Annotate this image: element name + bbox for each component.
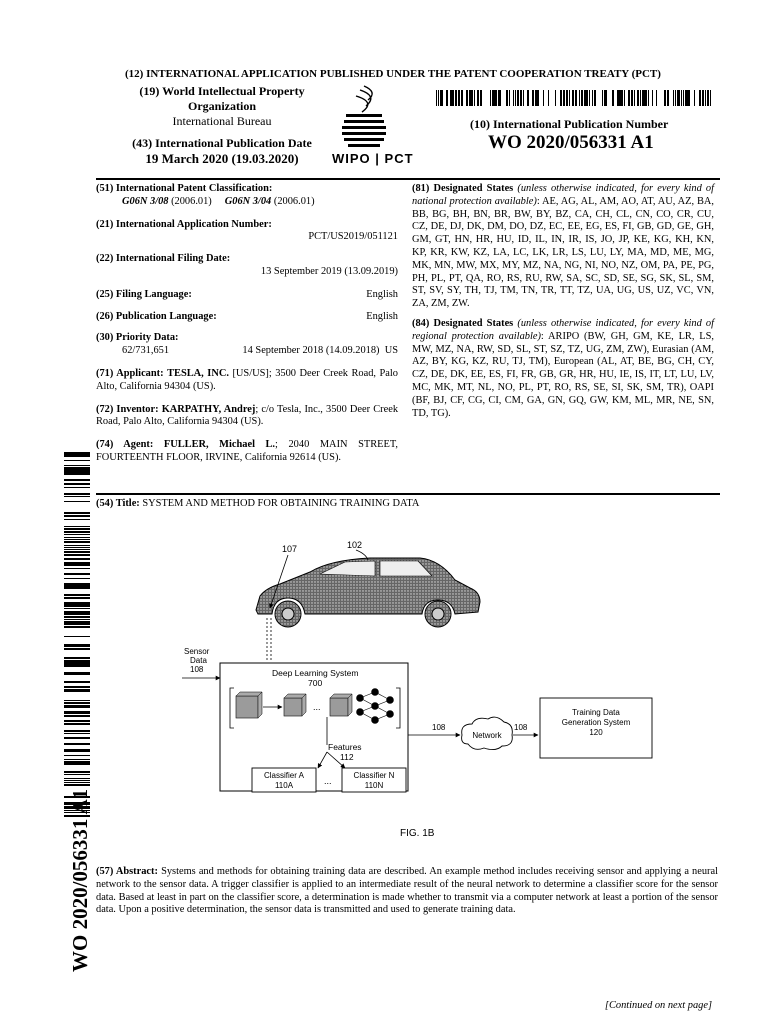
barcode-bar [436,90,437,106]
barcode-bar [496,90,497,106]
field-72 [96,404,398,430]
barcode-bar [64,549,90,550]
layer-ellipsis: ... [313,702,321,712]
barcode-bar [64,711,90,713]
barcode-bar [64,661,90,663]
barcode-bar [619,90,621,106]
barcode-bar [64,519,90,520]
field-25-value: English [366,288,398,300]
top-barcode [436,90,718,106]
barcode-bar [520,90,522,106]
barcode-bar [64,583,90,585]
barcode-bar [64,467,90,468]
field-71 [96,368,398,394]
top-barcode-graphic [436,90,718,106]
barcode-bar [438,90,439,106]
barcode-bar [64,613,90,615]
barcode-bar [617,90,618,106]
barcode-bar [64,587,90,589]
barcode-bar [681,90,682,106]
barcode-bar [64,619,90,620]
dls-label: Deep Learning System [272,668,359,678]
barcode-bar [64,479,90,481]
barcode-bar [64,468,90,470]
ref-102: 102 [347,540,363,550]
field-30-value [96,345,398,358]
barcode-bar [509,90,510,106]
barcode-bar [64,759,90,760]
barcode-bar [566,90,568,106]
barcode-bar [471,90,473,106]
continued-note: [Continued on next page] [604,1000,712,1011]
tdg-number: 120 [589,728,603,737]
barcode-bar [606,90,607,106]
sensor-label-1: Sensor [184,647,210,656]
barcode-bar [64,537,90,538]
barcode-bar [702,90,704,106]
barcode-bar [64,605,90,607]
barcode-bar [64,771,90,773]
field-81-value: : AE, AG, AL, AM, AO, AT, AU, AZ, BA, BB, BG, BH, BN, BR, BW, BY, BZ, CA, CH, CL, CN, CO, CR, CU, CZ, DE, DJ, DK, DM, DO, DZ, EC, EE, EG, ES, FI, GB, GD, GE, GH, GM, GT, HN, HR, HU, ID, IL, IN, IR, IS, JO, JP, KE, KG, KH, KN, KP, KR, KW, KZ, LA, LC, LK, LR, LS, LU, LY, MA, MD, ME, MG, MK, MN, MW, MX, MY, MZ, NA, NG, NI, NO, NZ, OM, PA, PE, PG, PH, PL, PT, QA, RO, RS, RU, RW, SA, SC, SD, SE, SG, SK, SL, SM, ST, SV, SY, TH, TJ, TM, TN, TR, TT, TZ, UA, UG, US, UZ, VC, VN, ZA, ZM, ZW. [412,195,714,310]
barcode-bar [634,90,635,106]
barcode-bar [536,90,537,106]
barcode-bar [64,702,90,704]
ref-107: 107 [282,544,298,554]
barcode-bar [517,90,518,106]
field-71-label: (71) Applicant: [96,367,164,379]
features-arrow-a [318,752,327,768]
barcode-bar [572,90,574,106]
barcode-bar [64,660,90,661]
field-21-label: (21) International Application Number: [96,218,272,230]
title-label: (54) Title: [96,498,140,509]
barcode-bar [64,493,90,495]
barcode-bar [495,90,496,106]
field-26 [96,311,398,324]
barcode-bar [523,90,524,106]
field-81-label: (81) Designated States [412,183,514,194]
classifier-n-label: Classifier N [353,771,395,780]
barcode-bar [64,465,90,466]
barcode-bar [705,90,706,106]
side-barcode [64,452,90,817]
barcode-bar [64,761,90,763]
barcode-bar [604,90,606,106]
pub-number: WO 2020/056331 A1 [488,132,654,153]
network-label: Network [472,731,502,740]
barcode-bar [446,90,448,106]
barcode-bar [575,90,577,106]
barcode-bar [582,90,583,106]
barcode-bar [64,470,90,472]
barcode-bar [64,782,90,783]
barcode-bar [64,578,90,579]
tdg-label-2: Generation System [561,718,631,727]
barcode-bar [560,90,562,106]
right-bracket [396,688,400,728]
side-barcode-graphic [64,452,90,817]
barcode-bar [64,541,90,543]
org-block [112,84,332,129]
barcode-bar [64,456,90,457]
barcode-bar [612,90,614,106]
barcode-bar [64,528,90,530]
barcode-bar [64,682,90,683]
barcode-bar [686,90,687,106]
barcode-bar [64,691,90,692]
barcode-bar [64,616,90,618]
barcode-bar [677,90,679,106]
barcode-bar [685,90,686,106]
barcode-bar [64,487,90,488]
field-84-note: (unless otherwise indicated, for every kind of regional protection available) [412,317,714,342]
barcode-bar [440,90,441,106]
barcode-bar [474,90,475,106]
barcode-bar [645,90,647,106]
barcode-bar [532,90,533,106]
barcode-bar [64,713,90,714]
barcode-bar [64,774,90,775]
abstract [96,866,718,917]
barcode-bar [535,90,536,106]
barcode-bar [64,611,90,613]
field-74 [96,439,398,465]
barcode-bar [710,90,711,106]
barcode-bar [455,90,457,106]
field-84-label: (84) Designated States [412,317,514,329]
barcode-bar [533,90,534,106]
barcode-bar [581,90,582,106]
agent-name: FULLER, Michael L. [163,439,276,451]
barcode-bar [64,558,90,560]
pub-number-label: (10) International Publication Number [470,117,669,131]
barcode-bar [64,551,90,553]
field-81 [412,183,714,311]
barcode-bar [64,585,90,587]
barcode-bar [441,90,443,106]
barcode-bar [584,90,586,106]
barcode-bar [628,90,630,106]
figure-1b [170,530,670,845]
barcode-bar [64,531,90,533]
barcode-bar [64,657,90,659]
barcode-bar [64,664,90,666]
barcode-bar [64,723,90,725]
barcode-bar [595,90,596,106]
barcode-bar [493,90,495,106]
barcode-bar [64,452,90,454]
ref-108-right: 108 [514,723,528,732]
layer-cube-2 [284,694,306,716]
abstract-text: Systems and methods for obtaining training data are described. An example method includes receiving sensor and applying a neural network to the sensor data. A trigger classifier is applied to an intermediate result of the neural network to determine a classifier score for the sensor data. Based at least in part on the classifier score, a determination is made whether to transmit via a computer network at least a portion of the sensor data. Upon a positive determination, the sensor data is transmitted and used to generate training data. [96,866,718,916]
barcode-bar [64,545,90,546]
barcode-bar [64,666,90,667]
barcode-bar [64,673,90,675]
wipo-logo-text: WIPO | PCT [332,151,414,166]
barcode-bar [64,526,90,527]
barcode-bar [64,624,90,625]
barcode-bar [64,706,90,708]
barcode-bar [64,730,90,732]
field-84 [412,318,714,420]
barcode-bar [64,672,90,673]
header-rule [96,178,720,180]
barcode-bar [624,90,625,106]
barcode-bar [481,90,482,106]
barcode-bar [64,780,90,781]
inventor-name: KARPATHY, Andrej [161,403,256,415]
barcode-bar [64,689,90,690]
barcode-bar [498,90,499,106]
barcode-bar [673,90,674,106]
field-51-label: (51) International Patent Classification: [96,183,273,194]
barcode-bar [64,534,90,535]
barcode-bar [631,90,633,106]
barcode-bar [480,90,481,106]
barcode-bar [64,483,90,485]
barcode-bar [664,90,666,106]
barcode-bar [64,626,90,628]
barcode-bar [563,90,565,106]
layer-cube-1 [236,692,262,718]
sensor-label-3: 108 [190,665,204,674]
classifier-a-label: Classifier A [263,771,305,780]
sensor-label-2: Data [190,656,207,665]
field-26-value: English [366,310,398,322]
barcode-bar [602,90,603,106]
barcode-bar [579,90,580,106]
ref-108-left: 108 [432,723,446,732]
barcode-bar [466,90,468,106]
barcode-bar [64,755,90,756]
barcode-bar [537,90,539,106]
barcode-bar [64,737,90,739]
inventor-address: ; c/o Tesla, Inc., 3500 Deer Creek Road, Palo Alto, California 94304 (US). [96,403,399,428]
org-bureau: International Bureau [172,114,272,128]
right-fields [412,183,714,420]
field-30-label: (30) Priority Data: [96,332,179,344]
barcode-bar [64,784,90,786]
barcode-bar [621,90,623,106]
barcode-bar [64,496,90,497]
barcode-bar [648,90,649,106]
org-line1: World Intellectual Property [162,84,305,98]
barcode-bar [64,715,90,717]
barcode-bar [461,90,463,106]
barcode-bar [492,90,493,106]
barcode-bar [64,573,90,575]
barcode-bar [656,90,657,106]
barcode-bar [64,648,90,650]
barcode-bar [527,90,529,106]
barcode-bar [64,644,90,645]
barcode-bar [64,512,90,514]
barcode-bar [694,90,695,106]
priority-app-number: 62/731,651 [122,345,170,357]
layer-cube-3 [330,694,352,716]
barcode-bar [64,749,90,751]
applicant-address: [US/US]; 3500 Deer Creek Road, Palo Alto, California 94304 (US). [96,367,399,392]
classifier-ellipsis: ... [324,776,332,786]
barcode-bar [586,90,588,106]
barcode-bar [687,90,689,106]
barcode-bar [643,90,645,106]
dls-number: 700 [308,678,323,688]
barcode-bar [64,681,90,682]
barcode-bar [548,90,549,106]
barcode-bar [64,472,90,474]
barcode-bar [64,597,90,599]
barcode-bar [64,568,90,569]
field-21-value: PCT/US2019/051121 [308,231,398,243]
barcode-bar [64,636,90,637]
barcode-bar [594,90,595,106]
field-22-value: 13 September 2019 (13.09.2019) [260,265,398,277]
barcode-bar [490,90,491,106]
barcode-bar [64,733,90,734]
barcode-bar [518,90,519,106]
pub-date-label: (43) International Publication Date [132,136,312,150]
title-text: SYSTEM AND METHOD FOR OBTAINING TRAINING DATA [142,498,420,509]
title-block [96,498,716,511]
barcode-bar [64,603,90,605]
features-label: Features [328,742,362,752]
barcode-bar [592,90,593,106]
classifier-a-number: 110A [274,781,294,790]
barcode-bar [64,564,90,566]
field-51-value: G06N 3/08 (2006.01) G06N 3/04 (2006.01) [122,195,315,207]
barcode-bar [64,539,90,540]
side-pub-number: WO 2020/056331 A1 [68,788,92,972]
field-74-label: (74) Agent: [96,439,154,451]
barcode-bar [477,90,479,106]
barcode-bar [64,700,90,701]
barcode-bar [618,90,619,106]
barcode-bar [689,90,690,106]
field-26-label: (26) Publication Language: [96,310,217,322]
barcode-bar [569,90,570,106]
barcode-bar [64,622,90,624]
features-number: 112 [340,752,354,762]
barcode-bar [64,554,90,556]
org-number: (19) [139,84,160,98]
barcode-bar [64,705,90,706]
barcode-bar [64,562,90,564]
barcode-bar [64,763,90,765]
priority-date: 14 September 2018 (14.09.2018) [242,345,380,357]
field-81-note: (unless otherwise indicated, for every kind of national protection available) [412,183,714,207]
barcode-bar [513,90,514,106]
tdg-label-1: Training Data [572,708,620,717]
pub-date: 19 March 2020 (19.03.2020) [145,151,299,166]
barcode-bar [555,90,556,106]
field-22-label: (22) International Filing Date: [96,253,231,265]
field-25-label: (25) Filing Language: [96,288,192,300]
barcode-bar [675,90,676,106]
pub-date-block [112,136,332,167]
applicant-name: TESLA, INC. [167,367,229,379]
barcode-bar [543,90,544,106]
org-line2: Organization [188,99,256,113]
field-72-label: (72) Inventor: [96,403,159,415]
barcode-bar [450,90,451,106]
barcode-bar [64,686,90,688]
barcode-bar [64,690,90,691]
barcode-bar [64,608,90,609]
barcode-bar [679,90,680,106]
car-illustration [256,558,480,627]
classifier-n-number: 110N [364,781,384,790]
abstract-label: (57) Abstract: [96,866,158,877]
barcode-bar [652,90,653,106]
barcode-bar [64,751,90,752]
barcode-bar [64,547,90,548]
barcode-bar [707,90,709,106]
barcode-bar [637,90,639,106]
barcode-bar [64,621,90,622]
left-bracket [230,688,234,728]
barcode-bar [64,602,90,603]
barcode-bar [469,90,471,106]
barcode-bar [64,663,90,664]
neural-net-icon [357,689,394,724]
barcode-bar [64,515,90,517]
agent-address: ; 2040 MAIN STREET, FOURTEENTH FLOOR, IRVINE, California 92614 (US). [96,439,399,463]
barcode-bar [64,460,90,461]
barcode-bar [451,90,452,106]
barcode-bar [64,720,90,722]
figure-caption: FIG. 1B [400,828,435,839]
priority-country: US [384,345,398,357]
barcode-bar [506,90,508,106]
title-rule [96,493,720,495]
field-84-value: : ARIPO (BW, GH, GM, KE, LR, LS, MW, MZ, NA, RW, SD, SL, ST, SZ, TZ, UG, ZM, ZW), Eurasian (AM, AZ, BY, KG, KZ, RU, TJ, TM), European (AL, AT, BE, BG, CH, CY, CZ, DE, DK, EE, ES, FI, FR, GB, GR, HR, HU, IE, IS, IT, LT, LU, LV, MC, MK, MT, NL, NO, PL, PT, RO, RS, SE, SI, SK, SM, TR), OAPI (BF, BJ, CF, CG, CI, CM, GA, GN, GQ, GW, KM, ML, MR, NE, SN, TD, TG). [412,330,714,419]
barcode-bar [64,474,90,475]
barcode-bar [499,90,501,106]
barcode-bar [452,90,454,106]
barcode-bar [64,743,90,745]
barcode-bar [667,90,669,106]
barcode-bar [64,454,90,456]
barcode-bar [64,645,90,647]
barcode-bar [642,90,643,106]
barcode-bar [64,778,90,779]
barcode-bar [699,90,701,106]
field-25 [96,289,398,302]
barcode-bar [515,90,516,106]
barcode-bar [64,594,90,596]
barcode-bar [458,90,460,106]
barcode-bar [589,90,590,106]
treaty-line: (12) INTERNATIONAL APPLICATION PUBLISHED UNDER THE PATENT COOPERATION TREATY (PCT) [125,68,661,80]
barcode-bar [640,90,641,106]
barcode-bar [683,90,684,106]
left-fields [96,183,398,465]
barcode-bar [64,501,90,502]
